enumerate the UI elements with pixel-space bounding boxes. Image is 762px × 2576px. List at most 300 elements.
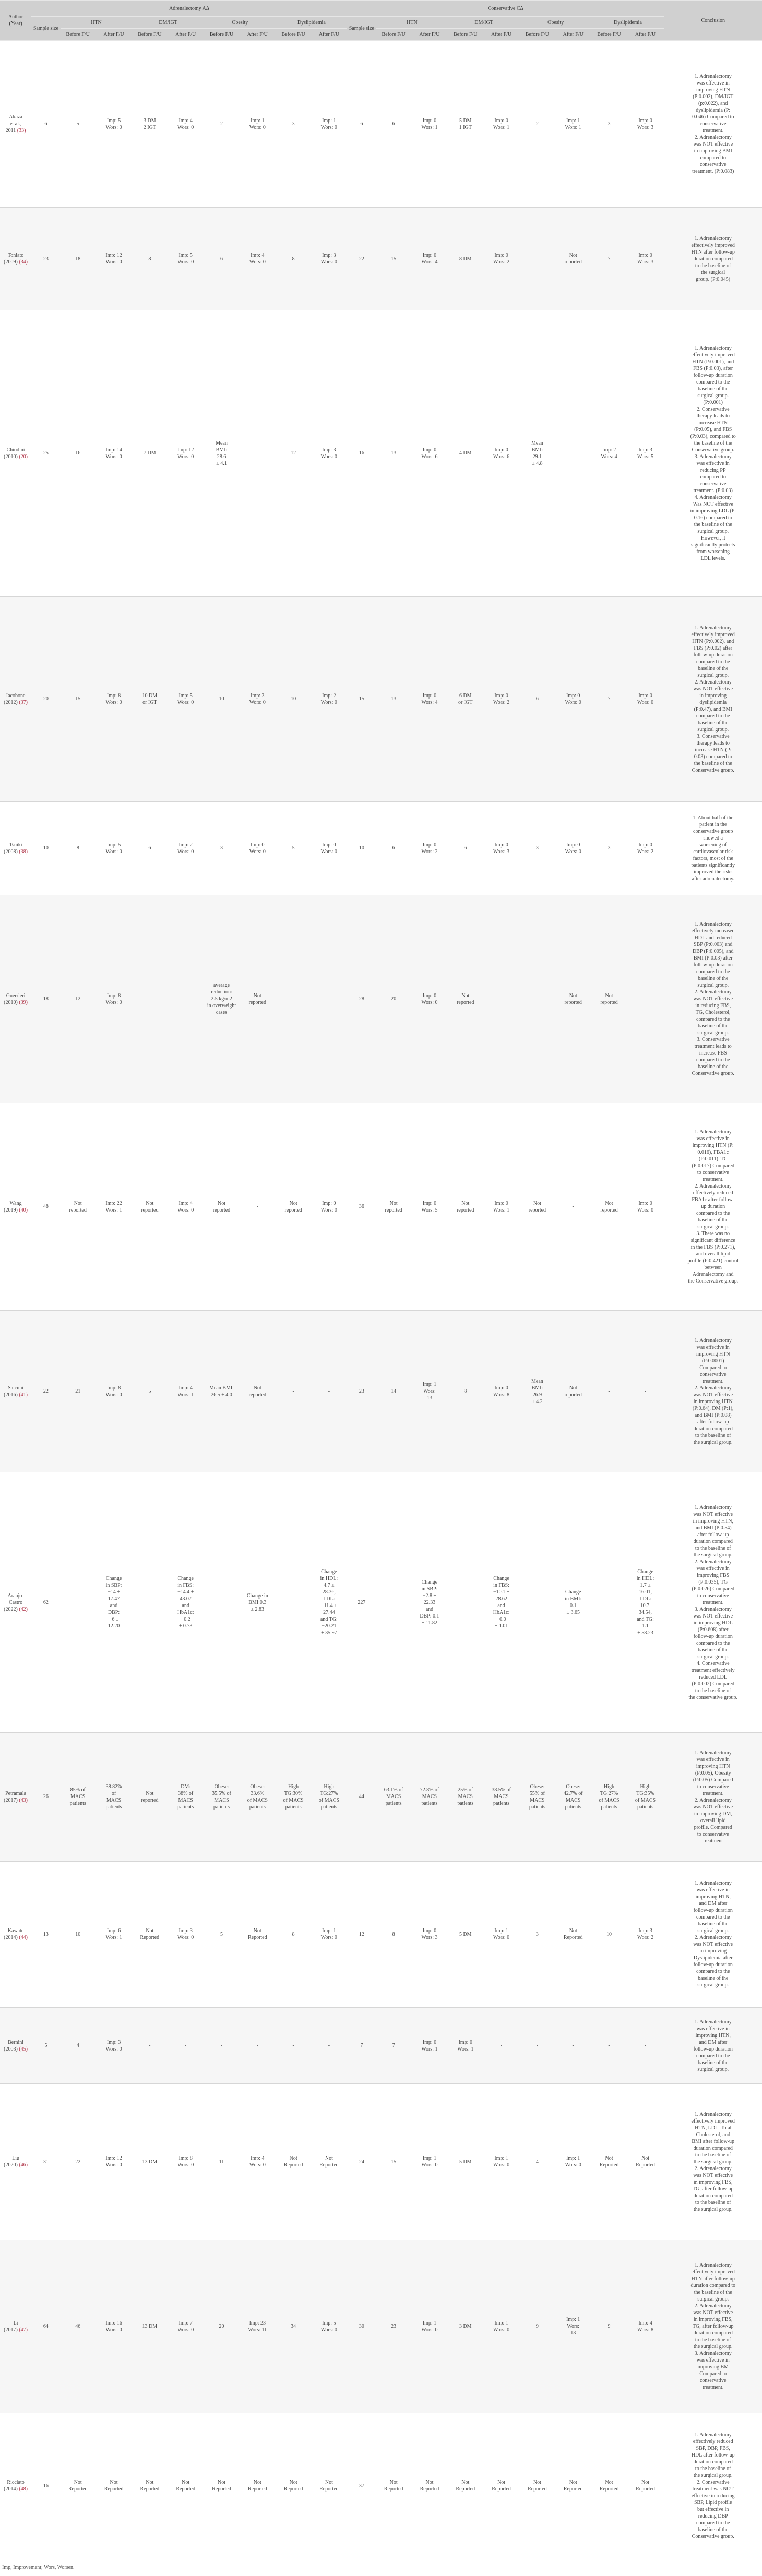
cell-author [0,208,31,310]
cell-adrenalectomy: 13 DM [132,2240,167,2413]
cell-conservative: 36 [347,1103,376,1311]
cell-adrenalectomy: - [167,895,204,1103]
cell-adrenalectomy: - [204,2008,239,2084]
header-after-fu: After F/U [483,29,520,41]
cell-conservative: 10 [347,801,376,895]
table-row [0,2413,762,2559]
cell-adrenalectomy: Not Reported [204,2413,239,2559]
cell-adrenalectomy: Change in BMI:0.3 ± 2.83 [239,1472,276,1733]
cell-conservative: 7 [592,596,627,801]
header-a-sample-size: Sample size [31,17,61,41]
reference-link[interactable]: (48) [19,2486,28,2493]
cell-author [0,1732,31,1861]
cell-conservative: 6 [376,41,411,208]
header-c-htn: HTN [376,17,448,29]
cell-adrenalectomy: average reduction: 2.5 kg/m2 in overweight cases [204,895,239,1103]
cell-adrenalectomy [276,1472,311,1733]
cell-adrenalectomy: Imp: 5 Wors: 0 [167,208,204,310]
cell-conservative: - [483,895,520,1103]
cell-conservative: Not Reported [627,2413,664,2559]
cell-adrenalectomy: Imp: 3 Wors: 0 [167,1861,204,2007]
cell-conservative: Imp: 0 Wors: 0 [627,596,664,801]
cell-adrenalectomy: 7 DM [132,310,167,596]
cell-conclusion: 1. Adrenalectomy was NOT effective in improving HTN, and BMI (P:0.54) after follow-up duration compared to the baseline of the surgical group. 2. Adrenalectomy was effective in improving FBS (P:0.035), TG (P:0.026) Compared to conservative treatment. 3. Adrenalectomy was NOT effective in improving HDL (P:0.608) after follow-up duration compared to the baseline of the surgical group. 4. Conservative treatment effectively reduced LDL (P:0.002) Compared to the baseline of the conservative group. [664,1472,762,1733]
cell-conservative: Imp: 1 Wors: 13 [555,2240,592,2413]
cell-conservative: Not reported [376,1103,411,1311]
cell-conservative: 5 DM [448,1861,483,2007]
cell-adrenalectomy: 8 [276,1861,311,2007]
cell-adrenalectomy: High TG:27% of MACS patients [311,1732,347,1861]
cell-conservative: 6 [376,801,411,895]
cell-adrenalectomy: Imp: 4 Wors: 0 [239,208,276,310]
cell-conservative: - [555,310,592,596]
cell-conservative: Imp: 0 Wors: 1 [483,1103,520,1311]
cell-adrenalectomy: 85% of MACS patients [61,1732,96,1861]
reference-link[interactable]: (39) [19,999,28,1005]
cell-adrenalectomy: 10 [61,1861,96,2007]
author-name: Ricciato (2014) [4,2479,25,2493]
cell-conservative: Not reported [520,1103,555,1311]
cell-adrenalectomy: 10 [204,596,239,801]
cell-adrenalectomy: 5 [204,1861,239,2007]
cell-conservative: Mean BMI: 29.1 ± 4.8 [520,310,555,596]
reference-link[interactable]: (20) [19,453,28,460]
cell-conservative: 8 DM [448,208,483,310]
cell-conservative: Imp: 3 Wors: 5 [627,310,664,596]
header-after-fu: After F/U [411,29,448,41]
reference-link[interactable]: (41) [19,1392,28,1398]
cell-adrenalectomy: 13 DM [132,2084,167,2240]
cell-conservative: Imp: 4 Wors: 8 [627,2240,664,2413]
header-after-fu: After F/U [167,29,204,41]
cell-adrenalectomy: 11 [204,2084,239,2240]
cell-adrenalectomy: Not Reported [96,2413,133,2559]
author-name: Chiodini (2010) [4,447,25,460]
header-c-sample-size: Sample size [347,17,376,41]
cell-adrenalectomy: Not Reported [132,1861,167,2007]
cell-conservative: Imp: 1 Wors: 13 [411,1311,448,1472]
cell-adrenalectomy: Mean BMI: 28.6 ± 4.1 [204,310,239,596]
cell-conclusion: 1. Adrenalectomy was effective in improving HTN, and DM after follow-up duration compared to the baseline of the surgical group. 2. Adrenalectomy was NOT effective in improving Dyslipidemia after follow-up duration compared to the baseline of the surgical group. [664,1861,762,2007]
author-name: Bernini (2003) [4,2039,24,2052]
cell-conservative: - [627,1311,664,1472]
cell-adrenalectomy: Not Reported [311,2413,347,2559]
cell-conservative: Imp: 0 Wors: 8 [483,1311,520,1472]
cell-conservative: Imp: 0 Wors: 1 [448,2008,483,2084]
cell-conservative: Change in HDL: 1.7 ± 16.01, LDL: −10.7 ± 34.54, and TG: 1.1 ± 58.23 [627,1472,664,1733]
cell-conservative: 3 DM [448,2240,483,2413]
header-before-fu: Before F/U [204,29,239,41]
header-c-dyslipidemia: Dyslipidemia [592,17,664,29]
cell-conservative: Imp: 0 Wors: 2 [483,208,520,310]
cell-adrenalectomy: DM: 38% of MACS patients [167,1732,204,1861]
cell-adrenalectomy: 46 [61,2240,96,2413]
cell-author [0,41,31,208]
cell-conservative: Imp: 0 Wors: 0 [411,895,448,1103]
cell-conservative: 15 [376,2084,411,2240]
header-after-fu: After F/U [239,29,276,41]
header-after-fu: After F/U [627,29,664,41]
cell-adrenalectomy: Imp: 6 Wors: 1 [96,1861,133,2007]
cell-adrenalectomy: 12 [61,895,96,1103]
cell-conservative: 3 [520,1861,555,2007]
cell-adrenalectomy: Not Reported [132,2413,167,2559]
cell-adrenalectomy: Not reported [132,1103,167,1311]
cell-adrenalectomy: Imp: 8 Wors: 0 [167,2084,204,2240]
header-before-fu: Before F/U [592,29,627,41]
cell-adrenalectomy: Not Reported [239,2413,276,2559]
cell-adrenalectomy: Imp: 3 Wors: 0 [239,596,276,801]
cell-conservative: - [555,1103,592,1311]
cell-adrenalectomy: Not Reported [276,2084,311,2240]
cell-adrenalectomy: Imp: 2 Wors: 0 [167,801,204,895]
cell-conservative: Mean BMI: 26.9 ± 4.2 [520,1311,555,1472]
cell-adrenalectomy: Imp: 3 Wors: 0 [96,2008,133,2084]
cell-conservative: Imp: 3 Wors: 2 [627,1861,664,2007]
cell-adrenalectomy: Imp: 8 Wors: 0 [96,895,133,1103]
cell-adrenalectomy: Mean BMI: 26.5 ± 4.0 [204,1311,239,1472]
header-before-fu: Before F/U [376,29,411,41]
reference-link[interactable]: (45) [19,2046,28,2052]
cell-adrenalectomy: Not Reported [311,2084,347,2240]
cell-adrenalectomy: - [276,2008,311,2084]
cell-adrenalectomy: Imp: 4 Wors: 1 [167,1311,204,1472]
cell-author [0,1103,31,1311]
cell-conservative: 2 [520,41,555,208]
cell-adrenalectomy: 4 [61,2008,96,2084]
cell-adrenalectomy [61,1472,96,1733]
cell-adrenalectomy: Not reported [239,1311,276,1472]
cell-conservative: 4 DM [448,310,483,596]
cell-author [0,2240,31,2413]
cell-author [0,596,31,801]
cell-adrenalectomy: 3 [276,41,311,208]
cell-conservative: 5 DM [448,2084,483,2240]
cell-adrenalectomy: Imp: 12 Wors: 0 [96,208,133,310]
cell-adrenalectomy: - [167,2008,204,2084]
cell-adrenalectomy: 8 [276,208,311,310]
cell-adrenalectomy: 34 [276,2240,311,2413]
reference-link[interactable]: (40) [19,1207,28,1213]
cell-adrenalectomy: 26 [31,1732,61,1861]
cell-conservative: Imp: 0 Wors: 0 [627,1103,664,1311]
cell-conservative: 8 [448,1311,483,1472]
cell-conservative: 12 [347,1861,376,2007]
cell-adrenalectomy: High TG:30% of MACS patients [276,1732,311,1861]
table-row [0,2084,762,2240]
table-row [0,1311,762,1472]
cell-adrenalectomy: 20 [204,2240,239,2413]
cell-conservative: 15 [347,596,376,801]
author-name: Guerrieri (2010) [4,992,26,1005]
cell-adrenalectomy: 6 [31,41,61,208]
author-name: Iacobone (2012) [4,692,26,705]
cell-conclusion: 1. Adrenalectomy effectively improved HTN after follow-up duration compared to the baseline of the surgical group. 2. Adrenalectomy was NOT effective in improving FBS, TG, after follow-up duration compared to the baseline of the surgical group. 3. Adrenalectomy was effective in improving BM Compared to conservative treatment. [664,2240,762,2413]
cell-conservative: 3 [520,801,555,895]
cell-conservative: Not Reported [555,2413,592,2559]
cell-adrenalectomy: 10 [31,801,61,895]
cell-adrenalectomy: - [311,1311,347,1472]
cell-adrenalectomy: 10 [276,596,311,801]
cell-adrenalectomy: - [311,2008,347,2084]
cell-adrenalectomy: Imp: 8 Wors: 0 [96,1311,133,1472]
table-row [0,596,762,801]
cell-conservative: 38.5% of MACS patients [483,1732,520,1861]
cell-conservative: Imp: 0 Wors: 5 [411,1103,448,1311]
cell-adrenalectomy: 64 [31,2240,61,2413]
cell-conclusion: 1. Adrenalectomy effectively improved HTN (P:0.002), and FBS (P:0.02) after follow-up duration compared to the baseline of the surgical group. 2. Adrenalectomy was NOT effective in improving dyslipidemia (P:0.47), and BMI compared to the baseline of the surgical group. 3. Conservative therapy leads to increase HTN (P: 0.03) compared to the baseline of the Conservative group. [664,596,762,801]
header-before-fu: Before F/U [276,29,311,41]
cell-adrenalectomy: 8 [61,801,96,895]
cell-conservative: 23 [376,2240,411,2413]
cell-conservative: 23 [347,1311,376,1472]
table-row [0,41,762,208]
header-before-fu: Before F/U [448,29,483,41]
reference-link[interactable]: (37) [19,699,28,705]
header-a-dyslipidemia: Dyslipidemia [276,17,347,29]
cell-author [0,1861,31,2007]
header-adrenalectomy: Adrenalectomy AΔ [31,1,347,17]
header-after-fu: After F/U [96,29,133,41]
cell-conservative: Not reported [555,1311,592,1472]
cell-adrenalectomy: - [132,895,167,1103]
cell-adrenalectomy: Not reported [61,1103,96,1311]
cell-conservative: 13 [376,596,411,801]
cell-conservative: Not Reported [627,2084,664,2240]
table-row [0,1103,762,1311]
cell-conservative: Imp: 1 Wors: 0 [483,1861,520,2007]
cell-conservative: Not Reported [592,2084,627,2240]
header-conservative: Conservative CΔ [347,1,664,17]
cell-adrenalectomy: Imp: 12 Wors: 0 [167,310,204,596]
author-name: Salcuni (2016) [4,1385,24,1398]
cell-conservative: 24 [347,2084,376,2240]
table-row [0,208,762,310]
cell-author [0,801,31,895]
cell-adrenalectomy: 12 [276,310,311,596]
header-a-htn: HTN [61,17,133,29]
author-name: Wang (2019) [4,1200,22,1213]
cell-conservative: Imp: 0 Wors: 3 [411,1861,448,2007]
cell-adrenalectomy: Change in HDL: 4.7 ± 28.36, LDL: −11.4 ± 27.44 and TG: −20.21 ± 35.97 [311,1472,347,1733]
table-row [0,1472,762,1733]
cell-author [0,1311,31,1472]
reference-link[interactable]: (43) [19,1797,28,1803]
cell-adrenalectomy: Imp: 22 Wors: 1 [96,1103,133,1311]
cell-conservative: 72.8% of MACS patients [411,1732,448,1861]
cell-conservative: 3 [592,41,627,208]
header-before-fu: Before F/U [520,29,555,41]
cell-conservative: - [520,2008,555,2084]
cell-adrenalectomy: Obese: 33.6% of MACS patients [239,1732,276,1861]
cell-conservative: Imp: 1 Wors: 0 [483,2084,520,2240]
cell-conservative: 20 [376,895,411,1103]
reference-link[interactable]: (42) [19,1606,28,1612]
cell-adrenalectomy: 38.82% of MACS patients [96,1732,133,1861]
cell-conservative: Imp: 1 Wors: 0 [483,2240,520,2413]
cell-conservative: 13 [376,310,411,596]
reference-link[interactable]: (33) [17,128,26,134]
cell-conservative [592,1472,627,1733]
cell-conclusion: 1. Adrenalectomy was effective in improving HTN (P: 0.016), FBA1c (P:0.011), TC (P:0.017) Compared to conservative treatment. 2. Adrenalectomy effectively reduced FBA1c after follow- up duration compared to the baseline of the surgical group. 3. There was no significant difference in the FBS (P:0.271), and overall lipid profile (P:0.421) control between Adrenalectomy and the Conservative group. [664,1103,762,1311]
author-name: Petramala (2017) [4,1790,27,1803]
reference-link[interactable]: (38) [19,848,28,855]
author-name: Li (2017) [4,2320,18,2333]
cell-conservative: Imp: 0 Wors: 2 [483,596,520,801]
cell-adrenalectomy: Imp: 12 Wors: 0 [96,2084,133,2240]
cell-conservative: 6 [448,801,483,895]
cell-conclusion: 1. Adrenalectomy was effective in improving HTN, and DM after follow-up duration compared to the baseline of the surgical group. [664,2008,762,2084]
cell-conservative: 28 [347,895,376,1103]
cell-author [0,310,31,596]
cell-adrenalectomy: 5 [31,2008,61,2084]
cell-adrenalectomy: Not reported [239,895,276,1103]
author-name: Toniato (2009) [4,253,24,266]
cell-conservative: Not reported [555,895,592,1103]
cell-conservative: Not Reported [448,2413,483,2559]
reference-link[interactable]: (34) [19,259,28,266]
cell-conservative: 9 [520,2240,555,2413]
cell-conservative: - [483,2008,520,2084]
cell-conservative: Imp: 0 Wors: 4 [411,596,448,801]
cell-adrenalectomy: 6 [204,208,239,310]
table-row [0,895,762,1103]
cell-adrenalectomy: Not Reported [276,2413,311,2559]
cell-adrenalectomy: - [239,2008,276,2084]
cell-adrenalectomy: Imp: 8 Wors: 0 [96,596,133,801]
cell-adrenalectomy: Change in SBP: −14 ± 17.47 and DBP: −6 ± 12.20 [96,1472,133,1733]
cell-adrenalectomy: - [311,895,347,1103]
cell-conservative: Not Reported [592,2413,627,2559]
cell-adrenalectomy: 3 DM 2 IGT [132,41,167,208]
cell-conservative: 6 [347,41,376,208]
cell-adrenalectomy: Imp: 1 Wors: 0 [311,1861,347,2007]
cell-conservative: Not Reported [520,2413,555,2559]
cell-conservative: Not Reported [483,2413,520,2559]
cell-conclusion: 1. Adrenalectomy effectively improved HTN (P:0.001), and FBS (P:0.03), after follow-up duration compared to the baseline of the surgical group. (P:0.001) 2. Conservative therapy leads to increase HTN (P:0.05), and FBS (P:0.03), compared to the baseline of the Conservative group. 3. Adrenalectomy was effective in reducing PP compared to conservative treatment. (P:0.03) 4. Adrenalectomy Was NOT effective in improving LDL (P: 0.16) compared to the baseline of the surgical group. However, it significantly protects from worsening LDL levels. [664,310,762,596]
header-conclusion: Conclusion [664,1,762,41]
cell-adrenalectomy: Imp: 2 Wors: 0 [311,596,347,801]
author-name: Araujo- Castro (2022) [4,1592,24,1612]
cell-conservative: - [627,2008,664,2084]
header-a-dm: DM/IGT [132,17,204,29]
cell-conservative: - [520,895,555,1103]
cell-adrenalectomy: Imp: 5 Wors: 0 [311,2240,347,2413]
cell-conservative: Imp: 1 Wors: 0 [555,2084,592,2240]
cell-conservative: 15 [376,208,411,310]
cell-conservative: 63.1% of MACS patients [376,1732,411,1861]
cell-adrenalectomy: 48 [31,1103,61,1311]
cell-conservative: High TG:27% of MACS patients [592,1732,627,1861]
table-row [0,2240,762,2413]
author-name: Akaza et al., 2011 [5,114,22,134]
author-name: Tsuiki (2008) [4,842,22,855]
cell-conservative: Obese: 55% of MACS patients [520,1732,555,1861]
cell-conservative: 30 [347,2240,376,2413]
cell-adrenalectomy: Imp: 5 Wors: 0 [96,801,133,895]
cell-author [0,2008,31,2084]
cell-adrenalectomy: - [276,1311,311,1472]
table-header [0,1,762,41]
cell-adrenalectomy: Imp: 0 Wors: 0 [311,1103,347,1311]
cell-conservative: 37 [347,2413,376,2559]
cell-conservative: Imp: 0 Wors: 6 [483,310,520,596]
reference-link[interactable]: (47) [19,2327,28,2333]
cell-adrenalectomy: 31 [31,2084,61,2240]
cell-conservative: Not reported [592,1103,627,1311]
cell-conservative: 44 [347,1732,376,1861]
cell-adrenalectomy: Obese: 35.5% of MACS patients [204,1732,239,1861]
cell-conservative: 8 [376,1861,411,2007]
cell-adrenalectomy: 2 [204,41,239,208]
cell-conservative: Imp: 0 Wors: 4 [411,208,448,310]
cell-conservative: - [592,1311,627,1472]
cell-conservative: 6 DM or IGT [448,596,483,801]
cell-conservative: Not Reported [555,1861,592,2007]
cell-adrenalectomy [204,1472,239,1733]
cell-adrenalectomy: 22 [61,2084,96,2240]
cell-adrenalectomy: 21 [61,1311,96,1472]
cell-adrenalectomy: - [239,1103,276,1311]
cell-conservative: Imp: 0 Wors: 1 [483,41,520,208]
cell-conservative: 14 [376,1311,411,1472]
author-name: Liu (2020) [4,2155,20,2168]
cell-conservative: 7 [592,208,627,310]
cell-conservative: 25% of MACS patients [448,1732,483,1861]
cell-adrenalectomy: Imp: 4 Wors: 0 [239,2084,276,2240]
cell-adrenalectomy: Imp: 1 Wors: 0 [239,41,276,208]
reference-link[interactable]: (46) [19,2162,28,2168]
cell-conservative: Imp: 0 Wors: 2 [627,801,664,895]
cell-conclusion: 1. Adrenalectomy was effective in improving HTN (P:0.0001) Compared to conservative treatment. 2. Adrenalectomy was NOT effective in improving HTN (P:0.64), DM (P:1), and BMI (P:0.08) after follow-up duration compared to the baseline of the surgical group. [664,1311,762,1472]
cell-conservative: Change in BMI: 0.1 ± 3.65 [555,1472,592,1733]
cell-adrenalectomy: 20 [31,596,61,801]
cell-author [0,2084,31,2240]
cell-conservative: 9 [592,2240,627,2413]
cell-conservative: - [627,895,664,1103]
cell-author [0,895,31,1103]
header-after-fu: After F/U [555,29,592,41]
table-row [0,310,762,596]
table-row [0,2008,762,2084]
cell-conservative: Imp: 1 Wors: 1 [555,41,592,208]
cell-adrenalectomy: 23 [31,208,61,310]
cell-conservative: Imp: 2 Wors: 4 [592,310,627,596]
header-c-dm: DM/IGT [448,17,520,29]
cell-adrenalectomy: Not reported [204,1103,239,1311]
cell-conservative: 3 [592,801,627,895]
cell-author [0,1472,31,1733]
cell-adrenalectomy: Imp: 4 Wors: 0 [167,1103,204,1311]
cell-adrenalectomy: 25 [31,310,61,596]
cell-conservative: 7 [376,2008,411,2084]
table-row [0,1732,762,1861]
cell-adrenalectomy: 18 [31,895,61,1103]
cell-conservative: Not reported [448,895,483,1103]
cell-adrenalectomy: 5 [276,801,311,895]
cell-adrenalectomy: Imp: 14 Wors: 0 [96,310,133,596]
header-before-fu: Before F/U [61,29,96,41]
cell-conservative: Imp: 0 Wors: 6 [411,310,448,596]
cell-conclusion: 1. Adrenalectomy effectively reduced SBP, DBP, FBS, HDL after follow-up duration compared to the baseline of the surgical group. 2. Conservative treatment was NOT effective in reducing SBP, Lipid profile but effective in reducing DBP compared to the baseline of the Conservative group. [664,2413,762,2559]
cell-conservative: Not reported [592,895,627,1103]
cell-adrenalectomy: 6 [132,801,167,895]
reference-link[interactable]: (44) [19,1935,28,1941]
cell-adrenalectomy: Imp: 1 Wors: 0 [311,41,347,208]
cell-conservative: Not reported [448,1103,483,1311]
cell-conservative: 6 [520,596,555,801]
cell-conservative: 227 [347,1472,376,1733]
